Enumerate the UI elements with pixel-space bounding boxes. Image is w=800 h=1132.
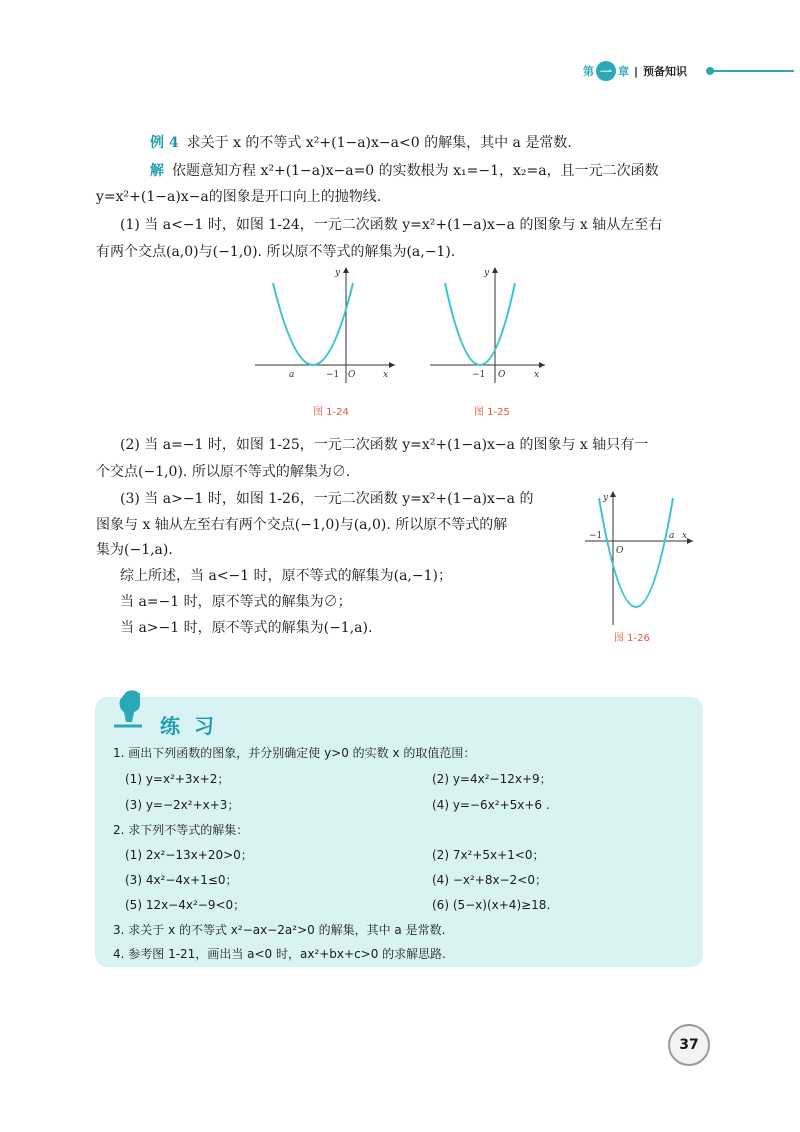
figure-1-26-caption: 图 1-26 — [614, 633, 650, 644]
parabola — [599, 498, 673, 607]
case1-line-1: (1) 当 a<−1 时，如图 1-24，一元二次函数 y=x²+(1−a)x−a 的图象与 x 轴从左至右 — [120, 217, 663, 233]
q2-item-2: (2) 7x²+5x+1<0； — [432, 848, 545, 862]
q2-item-5: (5) 12x−4x²−9<0； — [125, 898, 246, 912]
solution-text-1: 依题意知方程 x²+(1−a)x−a=0 的实数根为 x₁=−1，x₂=a，且一元二次函数 — [172, 163, 659, 179]
page-number: 37 — [668, 1024, 710, 1066]
x-axis-arrow — [539, 362, 545, 368]
x-axis-arrow — [687, 538, 693, 544]
label-minus-one: −1 — [589, 531, 603, 541]
solution-line-2: y=x²+(1−a)x−a的图象是开口向上的抛物线. — [96, 189, 382, 205]
figure-1-25-caption: 图 1-25 — [474, 407, 510, 418]
q2-item-4: (4) −x²+8x−2<0； — [432, 873, 547, 887]
section-title: 预备知识 — [643, 65, 688, 78]
practice-q2: 2. 求下列不等式的解集： — [113, 823, 249, 837]
case3-line-2: 图象与 x 轴从左至右有两个交点(−1,0)与(a,0). 所以原不等式的解 — [96, 517, 508, 533]
summary-line-3: 当 a>−1 时，原不等式的解集为(−1,a). — [120, 620, 373, 636]
case1-line-2: 有两个交点(a,0)与(−1,0). 所以原不等式的解集为(a,−1). — [96, 244, 456, 260]
practice-title: 练习 — [160, 714, 228, 738]
x-axis-arrow — [389, 362, 395, 368]
chapter-header — [583, 60, 687, 82]
label-y: y — [335, 268, 341, 278]
solution-line-1 — [150, 162, 659, 180]
parabola — [273, 283, 353, 365]
chapter-suffix: 章 — [618, 65, 629, 78]
header-rule — [712, 70, 794, 72]
practice-q3: 3. 求关于 x 的不等式 x²−ax−2a²>0 的解集，其中 a 是常数. — [113, 923, 446, 937]
summary-line-2: 当 a=−1 时，原不等式的解集为∅； — [120, 594, 352, 610]
label-minus-one: −1 — [472, 370, 486, 380]
label-origin: O — [348, 370, 356, 380]
q1-item-1: (1) y=x²+3x+2； — [125, 772, 230, 786]
chapter-prefix: 第 — [583, 65, 594, 78]
y-axis-arrow — [492, 267, 498, 273]
label-y: y — [603, 493, 609, 503]
case2-line-1: (2) 当 a=−1 时，如图 1-25，一元二次函数 y=x²+(1−a)x−a 的图象与 x 轴只有一 — [120, 437, 649, 453]
label-x: x — [534, 370, 540, 380]
label-a: a — [289, 370, 295, 380]
pen-icon — [112, 688, 154, 732]
y-axis-arrow — [343, 267, 349, 273]
q2-item-1: (1) 2x²−13x+20>0； — [125, 848, 253, 862]
figure-1-24 — [255, 265, 400, 390]
q2-item-3: (3) 4x²−4x+1≤0； — [125, 873, 238, 887]
summary-line-1: 综上所述，当 a<−1 时，原不等式的解集为(a,−1)； — [120, 568, 452, 584]
example-text: 求关于 x 的不等式 x²+(1−a)x−a<0 的解集，其中 a 是常数. — [186, 135, 572, 151]
q2-item-6: (6) (5−x)(x+4)≥18. — [432, 898, 551, 912]
case2-line-2: 个交点(−1,0). 所以原不等式的解集为∅. — [96, 464, 351, 480]
label-origin: O — [616, 546, 624, 556]
case3-line-1: (3) 当 a>−1 时，如图 1-26，一元二次函数 y=x²+(1−a)x−a 的 — [120, 491, 534, 507]
label-x: x — [682, 531, 688, 541]
case3-line-3: 集为(−1,a). — [96, 542, 173, 558]
solution-label: 解 — [150, 163, 164, 179]
practice-q4: 4. 参考图 1-21，画出当 a<0 时，ax²+bx+c>0 的求解思路. — [113, 947, 446, 961]
label-a: a — [669, 531, 675, 541]
figure-1-26 — [585, 490, 700, 630]
q1-item-2: (2) y=4x²−12x+9； — [432, 772, 552, 786]
label-origin: O — [498, 370, 506, 380]
figure-1-24-caption: 图 1-24 — [313, 407, 349, 418]
label-y: y — [484, 268, 490, 278]
chapter-number: 一 — [596, 61, 616, 81]
header-separator: | — [634, 64, 639, 78]
example-line — [150, 134, 572, 152]
example-label: 例 4 — [150, 135, 179, 151]
figure-1-25 — [430, 265, 550, 390]
y-axis-arrow — [610, 491, 616, 497]
label-x: x — [383, 370, 389, 380]
parabola — [445, 283, 515, 365]
q1-item-4: (4) y=−6x²+5x+6 . — [432, 798, 550, 812]
label-minus-one: −1 — [326, 370, 340, 380]
q1-item-3: (3) y=−2x²+x+3； — [125, 798, 240, 812]
practice-q1: 1. 画出下列函数的图象，并分别确定使 y>0 的实数 x 的取值范围： — [113, 746, 476, 760]
